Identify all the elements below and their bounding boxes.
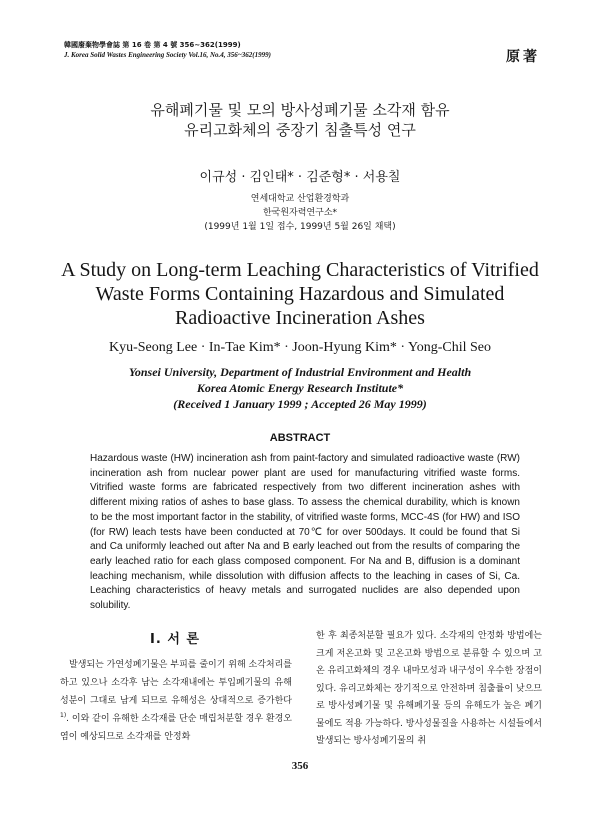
english-title-line-1: A Study on Long-term Leaching Characteristics of Vitrified xyxy=(61,259,539,281)
section-heading-introduction: I. 서 론 xyxy=(150,632,200,647)
english-affiliation-line-1: Yonsei University, Department of Industrial Environment and Health xyxy=(128,365,472,379)
journal-header xyxy=(64,40,364,60)
korean-title-line-2: 유리고화체의 중장기 침출특성 연구 xyxy=(184,121,416,139)
korean-affiliation-line-2: 한국원자력연구소* xyxy=(262,208,338,218)
body-text-left: 발생되는 가연성폐기물은 부피를 줄이기 위해 소각처리를 하고 있으나 소각후 남는 소각재내에는 투입폐기물의 유해성분이 그대로 남게 되므로 유해성은 상대적으로 증가한다 xyxy=(60,660,292,706)
abstract-heading: ABSTRACT xyxy=(269,432,331,444)
korean-affiliation-line-1: 연세대학교 산업환경학과 xyxy=(250,194,350,204)
korean-authors: 이규성 · 김인태* · 김준형* · 서용칠 xyxy=(199,170,401,185)
abstract-body: Hazardous waste (HW) incineration ash from paint-factory and simulated radioactive waste (RW) incineration ash from nuclear power plant are used for manufacturing vitrified waste forms. Vitrified waste forms are fabricated respectively from two different incineration ashes with different mixing ratios of ashes to base glass. To assess the chemical durability, which is known to be the most important factor in the stability, of vitrified waste forms, MCC-4S (for HW) and ISO (for RW) leach tests have been conducted at 70℃ for over 500days. It could be found that Si and Ca uniformly leached out after Na and B early leached out from the results of comparing the early leached ratio for each glass composed component. For Na and B, diffusion is a dominant leaching mechanism, while dissolution with diffusion affects to the leaching in cases of Si, Ca. Leaching characteristics of heavy metals and surrogated nuclides are also depended upon solubility. xyxy=(90,453,520,612)
english-affiliation xyxy=(0,364,600,412)
body-column-right: 한 후 최종처분할 필요가 있다. 소각재의 안정화 방법에는 크게 저온고화 및 고온고화 방법으로 분류할 수 있으며 고온 유리고화체의 경우 내마모성과 내구성이 우수한 장점이 있다. 유리고화체는 장기적으로 안전하며 침출률이 낮으므로 방사성폐기물 및 유해폐기물 등의 유해도가 높은 폐기물에도 적용 가능하다. 방사성물질을 사용하는 시설들에서 발생되는 방사성폐기물의 취 xyxy=(316,631,542,746)
page-number: 356 xyxy=(291,760,309,772)
article-type-label: 原著 xyxy=(506,49,540,65)
korean-title-line-1: 유해폐기물 및 모의 방사성폐기물 소각재 함유 xyxy=(150,101,450,119)
korean-received-date: (1999년 1월 1일 접수, 1999년 5월 26일 채택) xyxy=(204,222,396,232)
english-title-line-3: Radioactive Incineration Ashes xyxy=(175,307,425,329)
english-title xyxy=(0,258,600,330)
english-authors: Kyu-Seong Lee · In-Tae Kim* · Joon-Hyung Kim* · Yong-Chil Seo xyxy=(108,340,492,355)
korean-title xyxy=(0,100,600,140)
journal-header-korean: 韓國廢棄物學會誌 第 16 卷 第 4 號 356~362(1999) xyxy=(64,41,241,49)
body-text-left-continued: . 이와 같이 유해한 소각재를 단순 매립처분할 경우 환경오염이 예상되므로 소각재를 안정화 xyxy=(60,714,292,742)
korean-affiliation xyxy=(0,192,600,234)
journal-header-english: J. Korea Solid Wastes Engineering Society Vol.16, No.4, 356~362(1999) xyxy=(64,51,271,59)
english-affiliation-line-2: Korea Atomic Energy Research Institute* xyxy=(196,381,404,395)
reference-marker: 1) xyxy=(60,712,67,719)
body-column-left xyxy=(60,656,292,746)
english-received-date: (Received 1 January 1999 ; Accepted 26 May 1999) xyxy=(173,397,427,411)
english-title-line-2: Waste Forms Containing Hazardous and Simulated xyxy=(95,283,505,305)
